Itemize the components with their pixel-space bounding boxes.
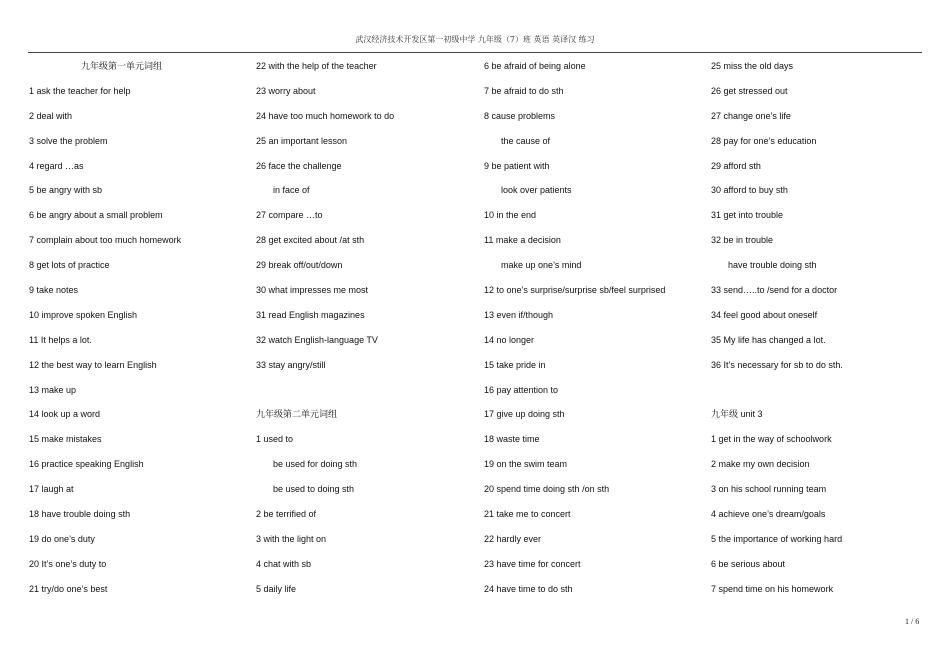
phrase-line: 9 take notes bbox=[29, 285, 79, 296]
phrase-line: 12 the best way to learn English bbox=[29, 359, 157, 370]
phrase-line bbox=[711, 381, 937, 406]
phrase-line: 25 miss the old days bbox=[711, 61, 794, 71]
phrase-line: make up one’s mind bbox=[501, 260, 582, 271]
phrase-line: 3 with the light on bbox=[256, 533, 327, 544]
phrase-line: 24 have time to do sth bbox=[484, 583, 573, 594]
phrase-line: 6 be angry about a small problem bbox=[29, 210, 163, 221]
phrase-line: 19 on the swim team bbox=[484, 459, 568, 470]
phrase-line: 5 daily life bbox=[256, 583, 297, 594]
phrase-line: the cause of bbox=[501, 135, 551, 146]
phrase-line: be used to doing sth bbox=[273, 484, 355, 495]
phrase-line: 8 get lots of practice bbox=[29, 260, 110, 271]
header-rule bbox=[28, 52, 922, 53]
phrase-line: 26 face the challenge bbox=[256, 160, 342, 171]
phrase-line: 10 improve spoken English bbox=[29, 309, 138, 320]
phrase-line: 19 do one’s duty bbox=[29, 533, 95, 544]
phrase-line: 2 make my own decision bbox=[711, 459, 810, 470]
phrase-line: 30 afford to buy sth bbox=[711, 185, 788, 196]
phrase-line: 6 be afraid of being alone bbox=[484, 61, 586, 71]
phrase-line: in face of bbox=[273, 185, 310, 196]
phrase-line: 5 be angry with sb bbox=[29, 185, 103, 196]
phrase-line: 28 get excited about /at sth bbox=[256, 235, 365, 246]
phrase-line: 29 afford sth bbox=[711, 160, 761, 171]
phrase-line: 7 complain about too much homework bbox=[29, 235, 182, 246]
phrase-line: 31 get into trouble bbox=[711, 210, 784, 221]
phrase-line: have trouble doing sth bbox=[728, 260, 817, 271]
phrase-line: 1 get in the way of schoolwork bbox=[711, 434, 832, 445]
phrase-line: 11 make a decision bbox=[484, 235, 561, 246]
phrase-line: 2 deal with bbox=[29, 110, 73, 121]
phrase-line: 36 It’s necessary for sb to do sth. bbox=[711, 359, 843, 370]
column-3 bbox=[484, 57, 710, 605]
phrase-line: 10 in the end bbox=[484, 210, 537, 221]
phrase-line: 4 chat with sb bbox=[256, 558, 312, 569]
phrase-line: 17 laugh at bbox=[29, 484, 74, 495]
phrase-line: 29 break off/out/down bbox=[256, 260, 343, 271]
phrase-line: 11 It helps a lot. bbox=[29, 334, 92, 345]
phrase-line: be used for doing sth bbox=[273, 459, 358, 470]
phrase-line: 25 an important lesson bbox=[256, 135, 348, 146]
phrase-line: 5 the importance of working hard bbox=[711, 533, 843, 544]
column-4 bbox=[711, 57, 937, 605]
phrase-line: 九年级 unit 3 bbox=[711, 409, 763, 420]
phrase-line: 26 get stressed out bbox=[711, 85, 788, 96]
phrase-line: 22 hardly ever bbox=[484, 533, 542, 544]
phrase-line: 33 send…..to /send for a doctor bbox=[711, 285, 838, 296]
phrase-line: 27 compare …to bbox=[256, 210, 323, 221]
phrase-line: 18 have trouble doing sth bbox=[29, 509, 131, 520]
column-1 bbox=[29, 57, 255, 605]
phrase-line: 32 be in trouble bbox=[711, 235, 774, 246]
phrase-line: 7 be afraid to do sth bbox=[484, 85, 564, 96]
phrase-line: 15 take pride in bbox=[484, 359, 546, 370]
phrase-line: 30 what impresses me most bbox=[256, 285, 369, 296]
phrase-line: 12 to one’s surprise/surprise sb/feel surprised bbox=[484, 285, 666, 296]
phrase-line bbox=[256, 381, 482, 406]
phrase-line: 17 give up doing sth bbox=[484, 409, 565, 420]
phrase-line: 16 pay attention to bbox=[484, 384, 559, 395]
phrase-line: 7 spend time on his homework bbox=[711, 583, 834, 594]
phrase-line: 15 make mistakes bbox=[29, 434, 102, 445]
phrase-line: 34 feel good about oneself bbox=[711, 309, 818, 320]
phrase-line: 1 ask the teacher for help bbox=[29, 85, 131, 96]
phrase-line: 九年级第二单元词组 bbox=[256, 409, 338, 420]
phrase-line: 13 make up bbox=[29, 384, 77, 395]
phrase-line: 14 look up a word bbox=[29, 409, 101, 420]
phrase-line: 21 try/do one’s best bbox=[29, 583, 108, 594]
phrase-line: 8 cause problems bbox=[484, 110, 556, 121]
phrase-line: 35 My life has changed a lot. bbox=[711, 334, 826, 345]
phrase-line: 23 worry about bbox=[256, 85, 316, 96]
phrase-line: 32 watch English-language TV bbox=[256, 334, 378, 345]
phrase-line: 28 pay for one’s education bbox=[711, 135, 817, 146]
phrase-line: 4 regard …as bbox=[29, 160, 84, 171]
phrase-line: 21 take me to concert bbox=[484, 509, 571, 520]
column-2 bbox=[256, 57, 482, 605]
phrase-line: look over patients bbox=[501, 185, 572, 196]
phrase-line: 9 be patient with bbox=[484, 160, 550, 171]
phrase-line: 14 no longer bbox=[484, 334, 535, 345]
phrase-line: 4 achieve one’s dream/goals bbox=[711, 509, 826, 520]
phrase-line: 6 be serious about bbox=[711, 558, 786, 569]
phrase-line: 22 with the help of the teacher bbox=[256, 61, 377, 71]
phrase-line: 20 It’s one’s duty to bbox=[29, 558, 107, 569]
page-header: 武汉经济技术开发区第一初级中学 九年级（7）班 英语 英译汉 练习 bbox=[355, 35, 595, 44]
phrase-line: 13 even if/though bbox=[484, 309, 554, 320]
phrase-line: 27 change one’s life bbox=[711, 110, 791, 121]
phrase-line: 16 practice speaking English bbox=[29, 459, 144, 470]
phrase-line: 1 used to bbox=[256, 434, 294, 445]
phrase-line: 18 waste time bbox=[484, 434, 540, 445]
phrase-line: 24 have too much homework to do bbox=[256, 110, 395, 121]
phrase-line: 20 spend time doing sth /on sth bbox=[484, 484, 610, 495]
phrase-line: 3 on his school running team bbox=[711, 484, 827, 495]
phrase-line: 2 be terrified of bbox=[256, 509, 317, 520]
page-number: 1 / 6 bbox=[905, 617, 920, 626]
phrase-line: 23 have time for concert bbox=[484, 558, 581, 569]
phrase-line: 3 solve the problem bbox=[29, 135, 108, 146]
phrase-line: 33 stay angry/still bbox=[256, 359, 326, 370]
phrase-line: 九年级第一单元词组 bbox=[81, 61, 163, 71]
phrase-line: 31 read English magazines bbox=[256, 309, 365, 320]
